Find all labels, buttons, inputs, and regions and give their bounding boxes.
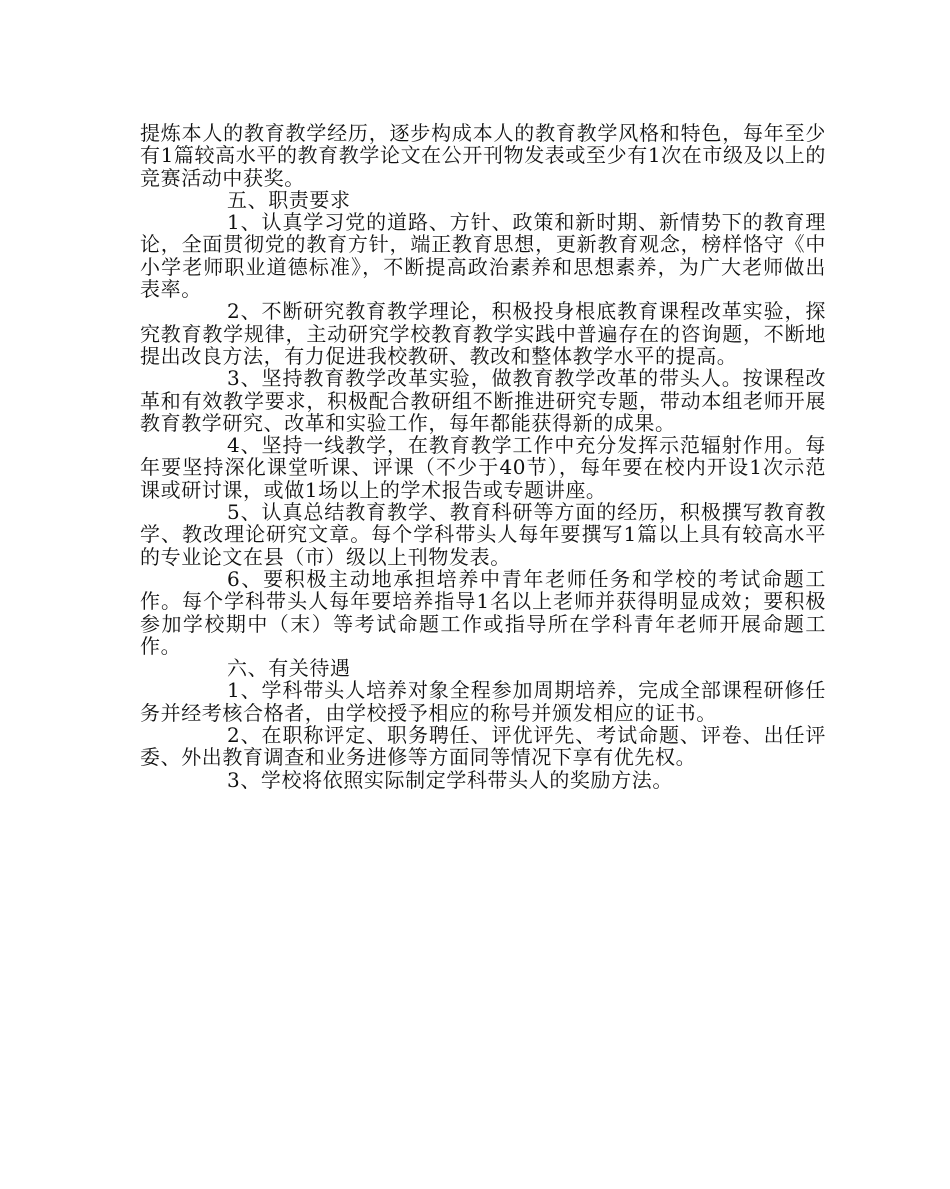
section-heading-benefits: 六、有关待遇 xyxy=(227,656,351,681)
benefit-item-1: 1、学科带头人培养对象全程参加周期培养，完成全部课程研修任务并经考核合格者，由学校授予相应的称号并颁发相应的证书。 xyxy=(140,678,826,725)
benefit-item-2: 2、在职称评定、职务聘任、评优评先、考试命题、评卷、出任评委、外出教育调查和业务进修等方面同等情况下享有优先权。 xyxy=(140,723,826,770)
paragraph-intro-continued: 提炼本人的教育教学经历，逐步构成本人的教育教学风格和特色，每年至少有1篇较高水平的教育教学论文在公开刊物发表或至少有1次在市级及以上的竞赛活动中获奖。 xyxy=(140,121,826,190)
duty-item-2: 2、不断研究教育教学理论，积极投身根底教育课程改革实验，探究教育教学规律，主动研究学校教育教学实践中普遍存在的咨询题，不断地提出改良方法，有力促进我校教研、教改和整体教学水平的提高。 xyxy=(140,299,826,368)
section-heading-duties: 五、职责要求 xyxy=(227,187,351,212)
benefit-item-3: 3、学校将依照实际制定学科带头人的奖励方法。 xyxy=(227,767,673,792)
duty-item-3: 3、坚持教育教学改革实验，做教育教学改革的带头人。按课程改革和有效教学要求，积极配合教研组不断推进研究专题，带动本组老师开展教育教学研究、改革和实验工作，每年都能获得新的成果。 xyxy=(140,366,826,435)
duty-item-5: 5、认真总结教育教学、教育科研等方面的经历，积极撰写教育教学、教改理论研究文章。每个学科带头人每年要撰写1篇以上具有较高水平的专业论文在县（市）级以上刊物发表。 xyxy=(140,500,826,569)
duty-item-6: 6、要积极主动地承担培养中青年老师任务和学校的考试命题工作。每个学科带头人每年要培养指导1名以上老师并获得明显成效；要积极参加学校期中（末）等考试命题工作或指导所在学科青年老师开展命题工作。 xyxy=(140,566,826,658)
duty-item-4: 4、坚持一线教学，在教育教学工作中充分发挥示范辐射作用。每年要坚持深化课堂听课、评课（不少于40节），每年要在校内开设1次示范课或研讨课，或做1场以上的学术报告或专题讲座。 xyxy=(140,433,826,502)
document-page xyxy=(140,122,826,791)
duty-item-1: 1、认真学习党的道路、方针、政策和新时期、新情势下的教育理论，全面贯彻党的教育方针，端正教育思想，更新教育观念，榜样恪守《中小学老师职业道德标准》，不断提高政治素养和思想素养，为广大老师做出表率。 xyxy=(140,210,826,302)
